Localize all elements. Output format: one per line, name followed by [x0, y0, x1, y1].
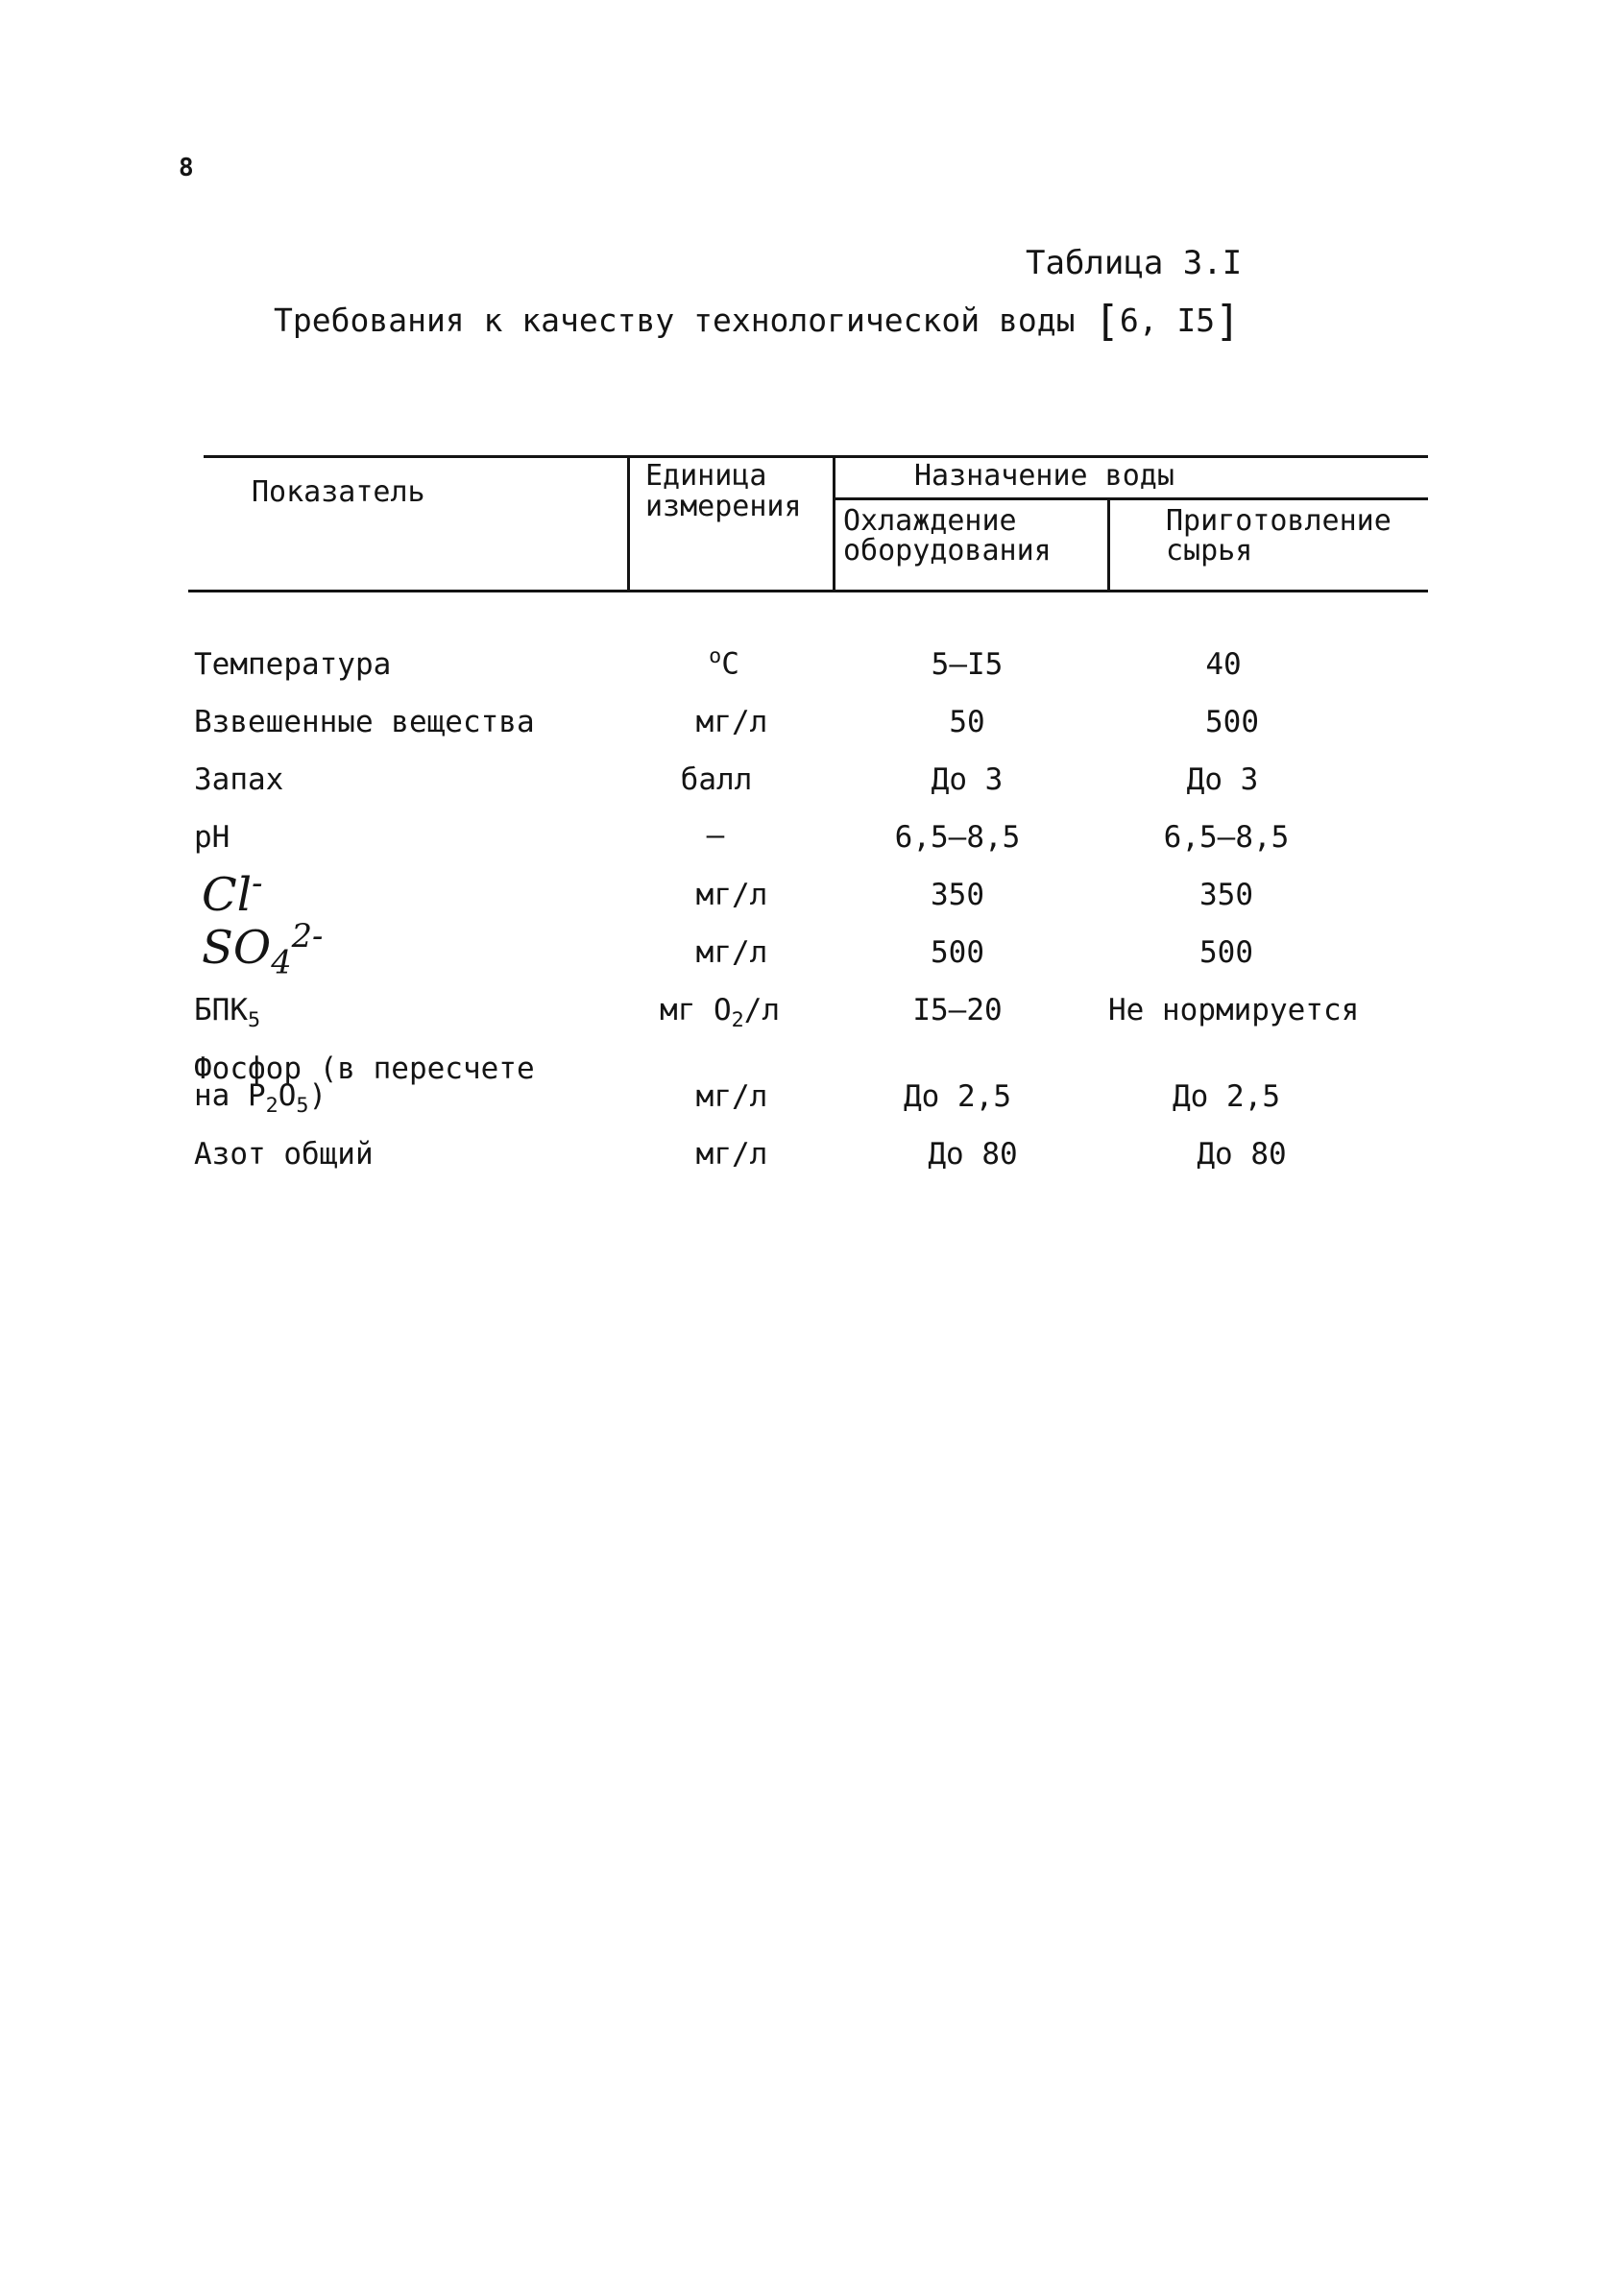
- sulfate-sub: 4: [271, 943, 292, 981]
- row-chloride-raw: 350: [1199, 878, 1253, 912]
- phosphorus-sub2: 5: [296, 1094, 309, 1119]
- row-suspended-raw: 500: [1205, 705, 1259, 739]
- row-phosphorus-indicator-line2: [194, 1078, 327, 1119]
- row-nitrogen-cooling: До 80: [928, 1137, 1018, 1172]
- row-ph-cooling: 6,5–8,5: [894, 820, 1021, 855]
- celsius-text: C: [721, 646, 739, 682]
- row-nitrogen-indicator: Азот общий: [194, 1137, 374, 1172]
- row-chloride-indicator: [202, 864, 262, 922]
- row-odor-cooling: До 3: [931, 762, 1004, 797]
- row-sulfate-unit: мг/л: [695, 935, 768, 970]
- row-phosphorus-raw: До 2,5: [1173, 1079, 1280, 1114]
- bod-unit-post: /л: [743, 993, 781, 1027]
- chloride-text: Cl: [202, 868, 253, 922]
- chloride-charge: -: [252, 864, 263, 902]
- row-bod-raw: Не нормируется: [1108, 993, 1360, 1027]
- purpose-subheader-rule: [834, 497, 1428, 500]
- row-sulfate-cooling: 500: [931, 935, 984, 970]
- row-chloride-cooling: 350: [931, 878, 984, 912]
- row-sulfate-raw: 500: [1199, 935, 1253, 970]
- row-nitrogen-raw: До 80: [1197, 1137, 1287, 1172]
- row-ph-indicator: pH: [194, 820, 230, 855]
- header-purpose: Назначение воды: [914, 459, 1174, 493]
- row-temperature-raw: 40: [1205, 647, 1242, 682]
- row-odor-unit: балл: [680, 762, 753, 797]
- row-suspended-cooling: 50: [949, 705, 985, 739]
- row-suspended-indicator: Взвешенные вещества: [194, 705, 535, 739]
- header-raw-line2: сырья: [1166, 534, 1253, 568]
- row-nitrogen-unit: мг/л: [695, 1137, 768, 1172]
- row-ph-raw: 6,5–8,5: [1163, 820, 1290, 855]
- row-temperature-cooling: 5–I5: [931, 647, 1004, 682]
- row-temperature-indicator: Температура: [194, 647, 392, 682]
- row-suspended-unit: мг/л: [695, 705, 768, 739]
- row-phosphorus-cooling: До 2,5: [904, 1079, 1011, 1114]
- header-bottom-rule: [188, 590, 1428, 592]
- row-bod-indicator: [194, 993, 261, 1033]
- bod-text: БПК: [194, 993, 248, 1027]
- table-title: [274, 297, 1241, 346]
- phosphorus-pre: на P: [194, 1078, 266, 1113]
- reference-text: 6, I5: [1119, 302, 1216, 339]
- header-cooling-line1: Охлаждение: [843, 504, 1017, 538]
- header-unit-line2: измерения: [645, 490, 802, 523]
- bod-unit-sub: 2: [731, 1008, 744, 1033]
- row-bod-unit: [660, 993, 781, 1033]
- phosphorus-post: ): [308, 1078, 327, 1113]
- row-bod-cooling: I5–20: [912, 993, 1003, 1027]
- sulfate-text: SO: [202, 921, 272, 975]
- row-odor-indicator: Запах: [194, 762, 284, 797]
- header-cooling-line2: оборудования: [843, 534, 1052, 568]
- reference-close-bracket: ]: [1215, 297, 1241, 346]
- header-raw-line1: Приготовление: [1166, 504, 1392, 538]
- sulfate-charge: 2-: [291, 917, 324, 955]
- header-indicator: Показатель: [252, 475, 425, 509]
- reference-open-bracket: [: [1094, 297, 1120, 346]
- table-top-rule: [204, 455, 1428, 458]
- row-phosphorus-indicator-line1: Фосфор (в пересчете: [194, 1051, 535, 1086]
- col-divider-purpose: [833, 455, 835, 592]
- col-divider-unit: [627, 455, 630, 592]
- row-phosphorus-unit: мг/л: [695, 1079, 768, 1114]
- row-temperature-unit: [628, 644, 820, 682]
- header-unit-line1: Единица: [645, 459, 767, 493]
- phosphorus-mid: O: [278, 1078, 297, 1113]
- table-title-text: Требования к качеству технологической воды: [274, 302, 1076, 339]
- row-odor-raw: До 3: [1186, 762, 1259, 797]
- col-divider-raw: [1107, 497, 1110, 592]
- row-chloride-unit: мг/л: [695, 878, 768, 912]
- bod-unit-pre: мг О: [660, 993, 732, 1027]
- row-sulfate-indicator: [202, 917, 323, 981]
- table-number: Таблица 3.I: [1026, 244, 1243, 282]
- bod-sub: 5: [248, 1008, 261, 1033]
- degree-sup: o: [709, 644, 722, 668]
- phosphorus-sub1: 2: [265, 1094, 278, 1119]
- page-number: 8: [179, 154, 194, 182]
- row-ph-unit: –: [706, 818, 725, 853]
